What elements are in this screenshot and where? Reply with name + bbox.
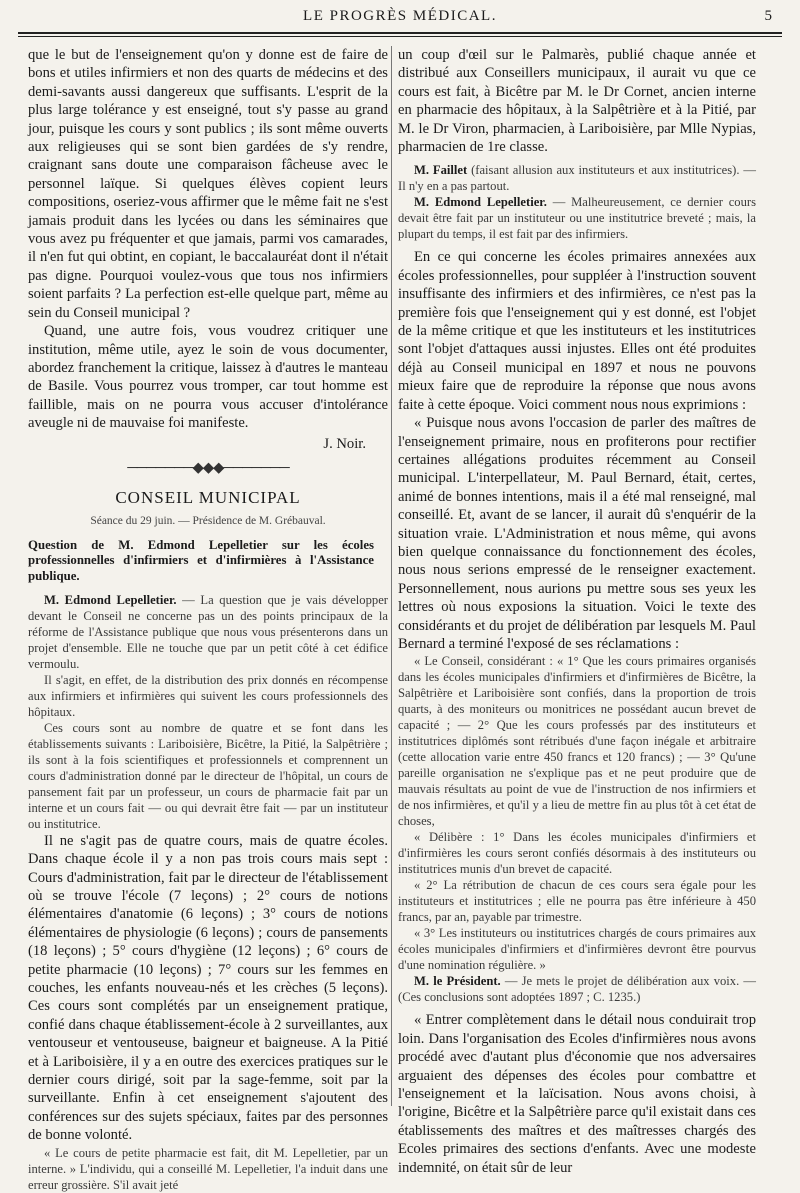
speech: [398, 162, 756, 194]
paragraph: Il s'agit, en effet, de la distribution des prix donnés en récompense aux infirmiers et infirmières qui suivent les cours professionnels des hôpitaux.: [28, 672, 388, 719]
page-number: 5: [764, 8, 772, 24]
paragraph: que le but de l'enseignement qu'on y donne est de faire de bons et utiles infirmiers et non des quarts de médecins et des demi-savants aussi dangereux que suffisants. L'esprit de la plus large tolérance y est enseigné, tout s'y passe au grand jour, puisque les cours y sont publics ; ils sont même ouverts aux religieuses qui se sont bien gardées de s'y rendre, craignant sans doute une comparaison fâcheuse avec le personnel laïque. Si quelques élèves copient leurs compositions, oseriez-vous affirmer que le même fait ne s'est jamais produit dans les lycées ou dans les séminaires que vous avez pu fréquenter et que jamais, parmi vos camarades, il n'en fut qui obtint, en copiant, le baccalauréat dont il n'était pas digne. Pourquoi voulez-vous que tous nos infirmiers soient parfaits ? La perfection est-elle quelque part, même au sein du Conseil municipal ?: [28, 47, 388, 321]
speech-text: — Je mets le projet de délibération aux voix. — (Ces conclusions sont adoptées 1897 ; C. 1235.): [398, 974, 756, 1005]
signature: J. Noir.: [323, 435, 366, 452]
paragraph: « Le cours de petite pharmacie est fait, dit M. Lepelletier, par un interne. » L'individu, qui a conseillé M. Lepelletier, l'a induit dans une erreur grossière. S'il avait jeté: [28, 1145, 388, 1192]
header-rule: [18, 32, 782, 34]
paragraph: Quand, une autre fois, vous voudrez critiquer une institution, même utile, ayez le soin de vous documenter, abordez franchement la critique, laissez à d'autres le manteau de Basile. Vous pourrez vous tromper, car tout homme est faillible, mais on ne pourra vous accuser d'intolérance aveugle ni de mauvaise foi manifeste.: [28, 323, 388, 432]
journal-title: LE PROGRÈS MÉDICAL.: [303, 8, 497, 24]
paragraph: « Entrer complètement dans le détail nous conduirait trop loin. Dans l'organisation des Ecoles d'infirmières nous avons procédé avec d'autant plus d'économie que nos adversaires arguaient des dépenses des écoles pour combattre et l'enseignement et la laïcisation. Nous avons choisi, à l'origine, Bicêtre et la Salpêtrière parce qu'il existait dans ces établissements des maîtres et des maîtresses chargés des Ecoles primaires des sections d'enfants. Avec une modeste indemnité, on était sûr de leur: [398, 1012, 756, 1176]
page-header: [20, 8, 780, 30]
paragraph: Il ne s'agit pas de quatre cours, mais de quatre écoles. Dans chaque école il y a non pas trois cours mais sept : Cours d'administration, fait par le directeur de l'établissement où se trouve l'école (7 leçons) ; 2° cours de notions élémentaires d'anatomie (6 leçons) ; 3° cours de notions élémentaires de physiologie (6 leçons) ; cours de pansements (18 leçons) ; 5° cours d'hygiène (12 leçons) ; 6° cours de petite pharmacie (10 leçons) ; 7° cours sur les femmes en couches, les enfants nouveau-nés et les crèches (5 leçons). Ces cours sont complétés par un enseignement pratique, confié dans chaque établissement-école à 2 surveillantes, aux ventouseur et ventouseuse, baigneur et baigneuse. A la Pitié et à Lariboisière, il y a en outre des exercices pratiques sur le dernier cours dirigé, soit par la sage-femme, soit par la surveillante. Enfin à cet enseignement s'ajoutent des conférences sur des sujets spéciaux, faites par des personnes de bonne volonté.: [28, 832, 388, 1144]
speech-text: (faisant allusion aux instituteurs et aux institutrices). — Il n'y en a pas partout.: [398, 163, 756, 194]
speech: [398, 194, 756, 242]
header-rule-thin: [18, 36, 782, 37]
speech-text: — Malheureusement, ce dernier cours devait être fait par un instituteur ou une institutrice breveté ; mais, la plupart du temps, il est fait par des infirmiers.: [398, 195, 756, 242]
question-heading: Question de M. Edmond Lepelletier sur les écoles professionnelles d'infirmiers et d'infirmières à l'Assistance publique.: [28, 538, 374, 583]
paragraph: « 3° Les instituteurs ou institutrices chargés de cours primaires aux écoles municipales d'infirmiers et d'infirmières devront être pourvus d'une nomination régulière. »: [398, 926, 756, 973]
left-column: [28, 46, 388, 1192]
paragraph: En ce qui concerne les écoles primaires annexées aux écoles professionnelles, pour suppléer à l'instruction souvent insuffisante des infirmiers et des infirmières, ce n'est pas la première fois que l'enseignement qui y est donné, est l'objet de la même critique et que les instituteurs et les institutrices sont l'objet d'attaques aussi injustes. Elles ont été produites déjà au Conseil municipal en 1897 et nous ne pouvons mieux faire que de reproduire la réponse que nous avons faite à cette époque. Voici comment nous nous exprimions :: [398, 249, 756, 413]
paragraph: un coup d'œil sur le Palmarès, publié chaque année et distribué aux Conseillers municipaux, il aurait vu que ce cours est fait, à Bicêtre par M. le Dr Cornet, ancien interne en pharmacie des hôpitaux, à la Salpêtrière et à la Pitié, par M. le Dr Viron, pharmacien, à Lariboisière, par Mlle Nypias, pharmacien de 1re classe.: [398, 47, 756, 156]
section-title: CONSEIL MUNICIPAL: [115, 488, 301, 508]
paragraph: « Délibère : 1° Dans les écoles municipales d'infirmiers et d'infirmières les cours seront confiés désormais à des instituteurs ou institutrices munis d'un brevet de capacité.: [398, 830, 756, 877]
speaker-name: M. Edmond Lepelletier.: [414, 195, 547, 210]
speaker-name: M. Faillet: [414, 163, 468, 178]
section-subtitle: Séance du 29 juin. — Présidence de M. Grébauval.: [90, 514, 326, 527]
speaker-name: M. Edmond Lepelletier.: [44, 592, 177, 607]
paragraph: « Puisque nous avons l'occasion de parler des maîtres de l'enseignement primaire, nous en profiterons pour rectifier certaines allégations produites récemment au Conseil municipal. L'interpellateur, M. Paul Bernard, était, certes, animé de bonnes intentions, mais il a été mal renseigné, mal conseillé. Et, avant de se lancer, il aurait dû s'enquérir de la situation vraie. L'Administration et nous même, qui avons bien quelque connaissance du fonctionnement des écoles, nous nous serions empressé de le renseigner exactement. Personnellement, nous aurions pu mettre sous ses yeux les lettres où nous exposions la situation. Voici le texte des considérants et du projet de délibération par lesquels M. Paul Bernard a terminé l'exposé de ses réclamations :: [398, 415, 756, 652]
ornament-divider: ───────◆◆◆───────: [127, 459, 289, 476]
right-column: [398, 46, 756, 1176]
speaker-name: M. le Président.: [414, 974, 501, 989]
paragraph: « Le Conseil, considérant : « 1° Que les cours primaires organisés dans les écoles municipales d'infirmiers et d'infirmières de Bicêtre, la Salpêtrière et Lariboisière sont confiés, dans la proportion de trois quarts, à des moniteurs ou monitrices ne possédant aucun brevet de capacité ; — 2° Que les cours professés par des instituteurs et institutrices diplômés sont rétribués d'une façon inégale et arbitraire (cette allocation varie entre 450 francs et 120 francs) ; — 3° Qu'une pareille organisation ne s'explique pas et ne peut produire que de mauvais résultats au point de vue de l'instruction de nos infirmiers et de nos infirmières, et qu'il y a lieu de mettre fin au plus tôt à cet état de choses,: [398, 654, 756, 829]
speech: [28, 592, 388, 672]
speech: [398, 973, 756, 1005]
paragraph: « 2° La rétribution de chacun de ces cours sera égale pour les instituteurs et institutrices ; elle ne pourra pas être inférieure à 450 francs, par an, payable par trimestre.: [398, 878, 756, 925]
speech-text: — La question que je vais développer devant le Conseil ne concerne pas un des points principaux de la réforme de l'Assistance publique que nous vous présenterons dans un projet d'ensemble. Elle ne touche que par un petit côté à cet édifice vermoulu.: [28, 592, 388, 671]
paragraph: Ces cours sont au nombre de quatre et se font dans les établissements suivants : Lariboisière, Bicêtre, la Pitié, la Salpêtrière ; ils sont à la fois scientifiques et professionnels et comprennent un cours d'administration donné par le directeur de l'hôpital, un cours de pansement fait par un professeur, un cours de pharmacie fait par un interne et un cours fait — ou qui devrait être fait — par un instituteur ou institutrice.: [28, 720, 388, 831]
column-divider: [391, 46, 392, 1106]
